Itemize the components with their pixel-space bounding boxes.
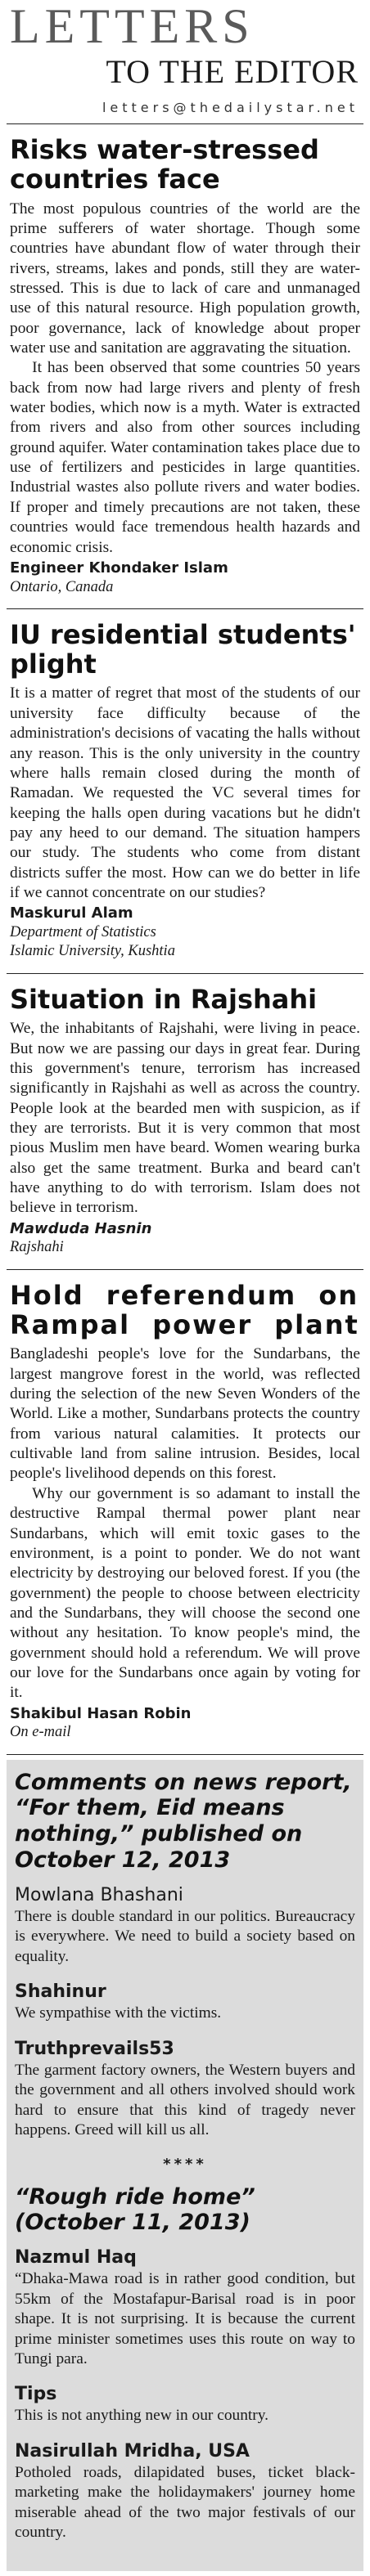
comment-text: We sympathise with the victims. xyxy=(15,2004,222,2022)
letter-paragraph: Bangladeshi people's love for the Sundarbans, the largest mangrove forest in the world, was reflected during the selection of the new Seven Wonders of the World. Like a mother, Sundarbans protects the country from various natural calamities. It protects our cultivable land from saline intrusion. Besides, local people's livelihood depends on this forest. xyxy=(10,1345,360,1483)
letter-headline: IU residential students' plight xyxy=(10,618,356,680)
letter-signature xyxy=(10,904,360,961)
letter-headline: Situation in Rajshahi xyxy=(10,983,318,1015)
letter-headline: Hold referendum on Rampal power plant xyxy=(10,1279,359,1340)
letter-location: Rajshahi xyxy=(10,1239,64,1256)
comment-text: Potholed roads, dilapidated buses, ticket black-marketing make the holidaymakers' journey home miserable ahead of the two major festivals of our country. xyxy=(15,2463,355,2542)
masthead-to-the-editor: TO THE EDITOR xyxy=(106,53,359,90)
comment-author: Mowlana Bhashani xyxy=(15,1885,183,1905)
comment-text: This is not anything new in our country. xyxy=(15,2407,269,2425)
letter-body xyxy=(10,1019,360,1218)
letter-paragraph: Why our government is so adamant to install the destructive Rampal thermal power plant near Sundarbans, which will emit toxic gases to the environment, is a point to ponder. We do not want electricity by destroying our beloved forest. If you (the government) the people to choose between electricity and the Sundarbans, they will choose the second one without any hesitation. To know people's mind, the government should hold a referendum. We will prove our love for the Sundarbans once again by voting for it. xyxy=(10,1484,360,1702)
letter-body xyxy=(10,200,360,558)
letter-author: Shakibul Hasan Robin xyxy=(10,1704,192,1722)
masthead xyxy=(7,0,363,124)
letter-author: Engineer Khondaker Islam xyxy=(10,559,228,577)
comments-section-title: “Rough ride home” (October 11, 2013) xyxy=(15,2183,255,2236)
comment-item xyxy=(15,2441,355,2543)
letter-paragraph: It is a matter of regret that most of the students of our university face difficulty because of the administration's decisions of vacating the halls without any reason. This is the only university in the country where halls remain closed during the month of Ramadan. We requested the VC several times for keeping the halls open during vacations but he didn't pay any heed to our demand. The situation hampers our study. The students who come from distant districts suffer the most. How can we do better in life if we cannot concentrate on our studies? xyxy=(10,684,360,901)
letter-author: Mawduda Hasnin xyxy=(10,1219,152,1237)
letter-rajshahi xyxy=(7,974,363,1270)
comment-item xyxy=(15,2039,355,2141)
letter-body xyxy=(10,684,360,903)
comments-section-title: Comments on news report, “For them, Eid means nothing,” published on October 12, 2013 xyxy=(15,1769,352,1874)
comment-author: Truthprevails53 xyxy=(15,2038,174,2059)
comment-item xyxy=(15,1981,355,2023)
letter-paragraph: We, the inhabitants of Rajshahi, were living in peace. But now we are passing our days in great fear. During this government's tenure, terrorism has increased significantly in Rajshahi as well as across the country. People look at the bearded men with suspicion, as if they are terrorists. But it is very common that most pious Muslim men have beard. Women wearing burka also get the same treatment. Burka and beard can't have anything to do with terrorism. Islam does not believe in terrorism. xyxy=(10,1020,360,1217)
letter-author: Maskurul Alam xyxy=(10,904,133,922)
letter-paragraph: It has been observed that some countries 50 years back from now had large rivers and plenty of fresh water bodies, which now is a myth. Water is extracted from rivers and also from other sources including ground aquifer. Water contamination takes place due to use of fertilizers and pesticides in large quantities. Industrial wastes also pollute rivers and water bodies. If proper and timely precautions are not taken, these countries would face tremendous health hazards and economic crisis. xyxy=(10,359,360,556)
letter-headline: Risks water-stressed countries face xyxy=(10,134,319,195)
letter-water-stressed xyxy=(7,124,363,609)
letter-location: Islamic University, Kushtia xyxy=(10,943,175,960)
section-divider: **** xyxy=(163,2155,207,2173)
letter-rampal xyxy=(7,1270,363,1755)
masthead-email: letters@thedailystar.net xyxy=(102,100,359,115)
letter-signature xyxy=(10,559,360,597)
letter-department: Department of Statistics xyxy=(10,923,156,940)
comment-author: Nazmul Haq xyxy=(15,2247,137,2269)
comment-item xyxy=(15,2384,355,2426)
letter-signature xyxy=(10,1220,360,1258)
masthead-letters: LETTERS xyxy=(10,0,255,53)
letter-iu-students xyxy=(7,609,363,974)
comment-author: Shahinur xyxy=(15,1981,106,2003)
comments-box xyxy=(7,1760,363,2571)
comment-item xyxy=(15,1885,355,1967)
letter-location: On e-mail xyxy=(10,1724,71,1741)
comment-author: Tips xyxy=(15,2384,57,2405)
letter-paragraph: The most populous countries of the world are the prime sufferers of water shortage. Though some countries have abundant flow of water through their rivers, streams, lakes and ponds, still they are water-stressed. This is due to lack of care and unmanaged use of this natural resource. High population growth, poor governance, lack of knowledge about proper water use and sanitation are aggravating the situation. xyxy=(10,200,360,357)
letter-body xyxy=(10,1344,360,1703)
letter-location: Ontario, Canada xyxy=(10,578,114,595)
comment-text: The garment factory owners, the Western buyers and the government and all others involved should work hard to ensure that this kind of tragedy never happens. Greed will kill us all. xyxy=(15,2061,355,2139)
comment-author: Nasirullah Mridha, USA xyxy=(15,2440,250,2462)
comment-text: “Dhaka-Mawa road is in rather good condition, but 55km of the Mostafapur-Barisal road is in poor shape. It is not surprising. It is because the current prime minister sometimes uses this route on way to Tungi para. xyxy=(15,2270,355,2367)
comment-text: There is double standard in our politics. Bureaucracy is everywhere. We need to build a society based on equality. xyxy=(15,1908,355,1965)
letter-signature xyxy=(10,1705,360,1743)
comment-item xyxy=(15,2247,355,2369)
